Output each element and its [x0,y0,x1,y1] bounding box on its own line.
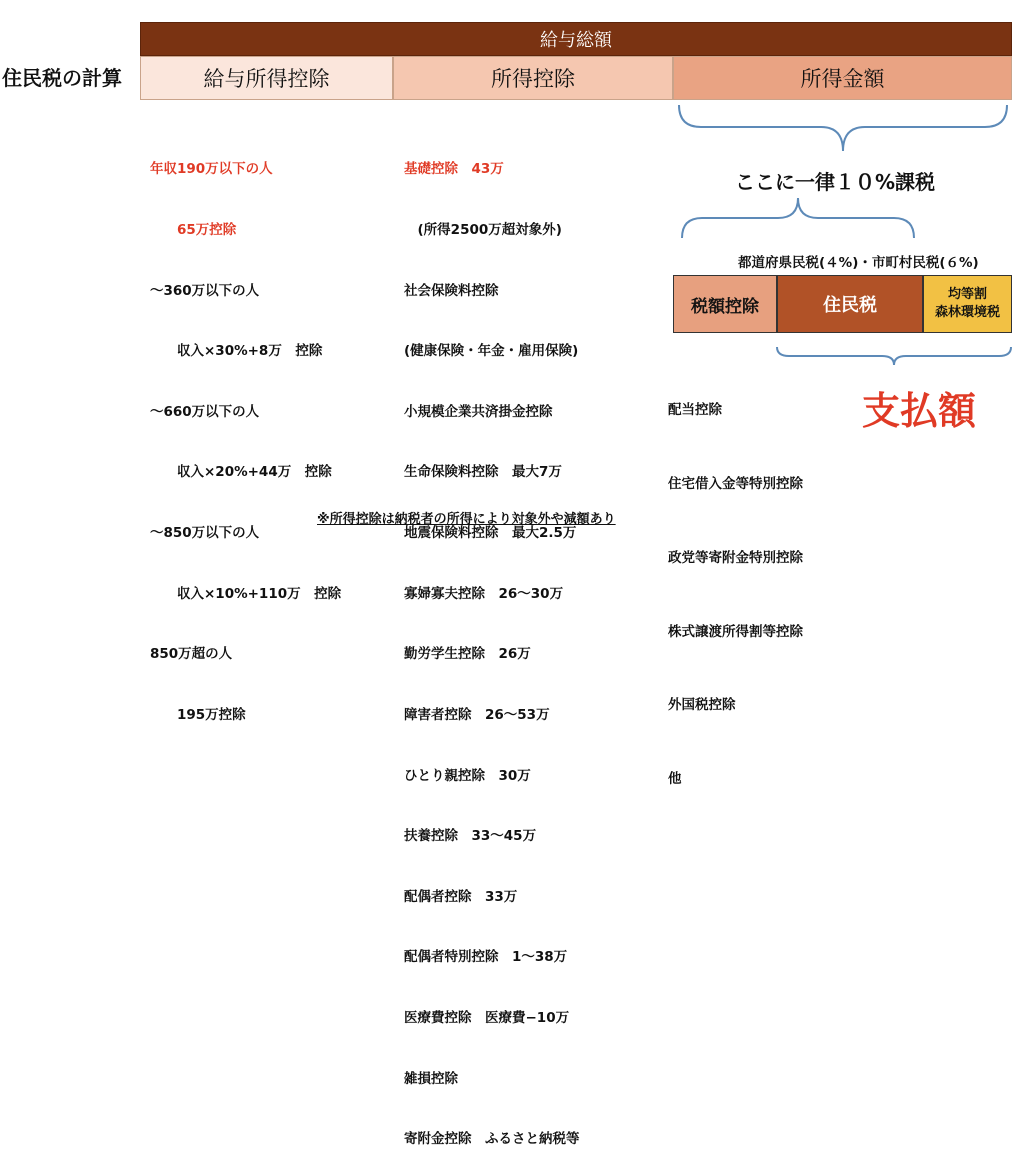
per-capita-label: 均等割 [947,287,987,302]
list-item: 収入×10%+110万 控除 [150,585,342,602]
list-item: 寡婦寡夫控除 26〜30万 [404,585,564,602]
payment-amount-label: 支払額 [862,389,977,433]
list-item: 年収190万以下の人 [150,161,273,178]
income-amount-brace-icon [677,103,1009,153]
payment-brace-icon [775,345,1013,367]
list-item: 配当控除 [668,402,722,419]
list-item: (所得2500万超対象外) [404,222,562,239]
list-item: 地震保険料控除 最大2.5万 [404,525,577,542]
tax-split-brace-icon [680,196,916,240]
list-item: 扶養控除 33〜45万 [404,828,537,845]
salary-deduction-label: 給与所得控除 [203,67,330,91]
resident-tax-label: 住民税 [823,295,877,316]
list-item: 政党等寄附金特別控除 [668,549,803,566]
income-deduction-list [404,119,580,1170]
list-item: 住宅借入金等特別控除 [668,475,803,492]
gross-salary-label: 給与総額 [540,30,612,51]
list-item: 雑損控除 [404,1070,458,1087]
resident-tax-box [777,275,923,333]
tax-credit-list [668,349,803,816]
list-item: 株式譲渡所得割等控除 [668,623,803,640]
list-item: 195万控除 [150,706,246,723]
list-item: 65万控除 [150,222,237,239]
forest-tax-box [923,275,1012,333]
gross-salary-band [140,22,1012,56]
footnote: ※所得控除は納税者の所得により対象外や減額あり [317,512,616,527]
tax-credit-box [673,275,777,333]
list-item: 収入×20%+44万 控除 [150,464,332,481]
list-item: 〜660万以下の人 [150,403,260,420]
income-deduction-label: 所得控除 [491,67,575,91]
list-item: 社会保険料控除 [404,282,499,299]
forest-env-tax-label: 森林環境税 [934,305,1000,320]
list-item: 障害者控除 26〜53万 [404,706,550,723]
tax-credit-label: 税額控除 [691,296,759,317]
list-item: 他 [668,771,682,788]
list-item: 基礎控除 43万 [404,161,504,178]
list-item: 寄附金控除 ふるさと納税等 [404,1131,580,1148]
flat-tax-note: ここに一律１０%課税 [735,170,936,194]
list-item: 配偶者控除 33万 [404,888,518,905]
list-item: 850万超の人 [150,646,233,663]
list-item: 〜360万以下の人 [150,282,260,299]
list-item: 〜850万以下の人 [150,525,260,542]
list-item: 収入×30%+8万 控除 [150,343,323,360]
side-title: 住民税の計算 [2,66,122,90]
list-item: 医療費控除 医療費−10万 [404,1009,570,1026]
list-item: 配偶者特別控除 1〜38万 [404,949,568,966]
income-deduction-cell [393,56,673,100]
list-item: 外国税控除 [668,697,736,714]
salary-deduction-cell [140,56,393,100]
list-item: (健康保険・年金・雇用保険) [404,343,579,360]
list-item: 小規模企業共済掛金控除 [404,403,553,420]
income-amount-label: 所得金額 [800,67,885,91]
rate-breakdown: 都道府県民税(４%)・市町村民税(６%) [738,255,979,271]
salary-deduction-list [150,119,341,745]
list-item: 勤労学生控除 26万 [404,646,531,663]
list-item: 生命保険料控除 最大7万 [404,464,562,481]
list-item: ひとり親控除 30万 [404,767,531,784]
income-amount-cell [673,56,1012,100]
